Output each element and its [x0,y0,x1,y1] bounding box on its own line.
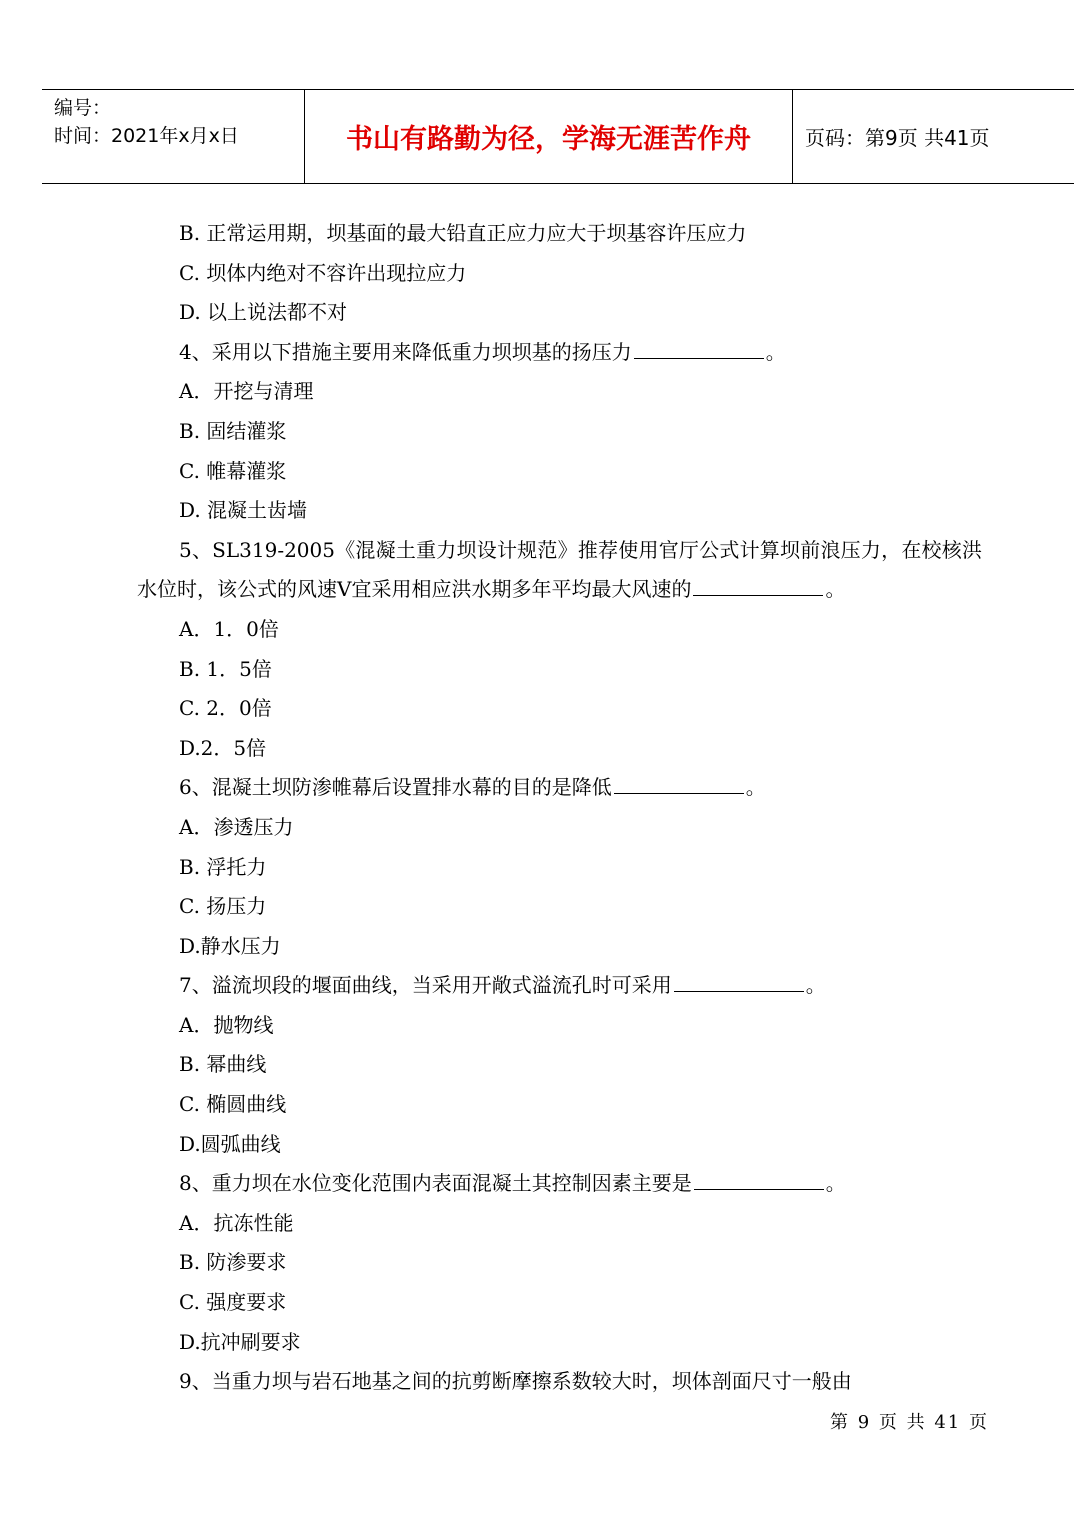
option-q8-d: D.抗冲刷要求 [179,1329,301,1354]
option-q7-b: B. 幂曲线 [179,1052,267,1077]
answer-blank [693,575,823,596]
question-6-stem: 6、混凝土坝防渗帷幕后设置排水幕的目的是降低 [179,775,612,800]
document-header [42,89,1074,184]
option-q8-c: C. 强度要求 [179,1290,287,1315]
option-q5-c: C. 2．0倍 [179,696,272,721]
header-motto: 书山有路勤为径，学海无涯苦作舟 [305,90,793,183]
option-q8-a: A．抗冻性能 [179,1210,294,1235]
option-q6-d: D.静水压力 [179,933,281,958]
question-6 [137,768,982,808]
question-7-end: 。 [805,973,826,998]
answer-blank [674,971,804,992]
question-7 [137,966,982,1006]
option-q7-d: D.圆弧曲线 [179,1131,281,1156]
option-q4-c: C. 帷幕灌浆 [179,458,287,483]
option-q3-c: C. 坝体内绝对不容许出现拉应力 [179,260,467,285]
document-body [137,214,982,1402]
option-q6-b: B. 浮托力 [179,854,267,879]
option-q3-d: D. 以上说法都不对 [179,300,348,325]
answer-blank [614,773,744,794]
option-q5-d: D.2．5倍 [179,735,267,760]
question-9: 9、当重力坝与岩石地基之间的抗剪断摩擦系数较大时，坝体剖面尺寸一般由 [179,1369,852,1394]
option-q6-c: C. 扬压力 [179,894,267,919]
option-q7-c: C. 椭圆曲线 [179,1092,287,1117]
question-4 [137,333,982,373]
serial-number-label: 编号： [54,97,112,119]
question-8-end: 。 [825,1171,846,1196]
option-q3-b: B. 正常运用期，坝基面的最大铅直正应力应大于坝基容许压应力 [179,221,747,245]
question-4-stem: 4、采用以下措施主要用来降低重力坝坝基的扬压力 [179,339,632,364]
answer-blank [634,338,764,359]
question-5 [137,531,982,610]
question-7-stem: 7、溢流坝段的堰面曲线，当采用开敞式溢流孔时可采用 [179,973,672,998]
page-footer: 第 9 页 共 41 页 [830,1412,989,1433]
question-8 [137,1164,982,1204]
option-q5-b: B. 1．5倍 [179,656,272,681]
option-q5-a: A．1．0倍 [179,616,279,641]
question-4-end: 。 [765,339,786,364]
question-6-end: 。 [745,775,766,800]
option-q8-b: B. 防渗要求 [179,1250,287,1275]
question-5-end: 。 [825,577,846,602]
option-q7-a: A．抛物线 [179,1012,274,1037]
option-q4-d: D. 混凝土齿墙 [179,498,308,523]
question-5-stem: 5、SL319-2005《混凝土重力坝设计规范》推荐使用官厅公式计算坝前浪压力，在校核洪水位时，该公式的风速V宜采用相应洪水期多年平均最大风速的 [137,537,982,602]
option-q4-a: A．开挖与清理 [179,379,314,404]
question-8-stem: 8、重力坝在水位变化范围内表面混凝土其控制因素主要是 [179,1171,692,1196]
header-page-info: 页码：第9页 共41页 [805,126,990,150]
option-q4-b: B. 固结灌浆 [179,418,287,443]
answer-blank [694,1169,824,1190]
header-meta-cell [42,90,305,183]
option-q6-a: A．渗透压力 [179,814,294,839]
time-label: 时间：2021年x月x日 [54,125,239,147]
